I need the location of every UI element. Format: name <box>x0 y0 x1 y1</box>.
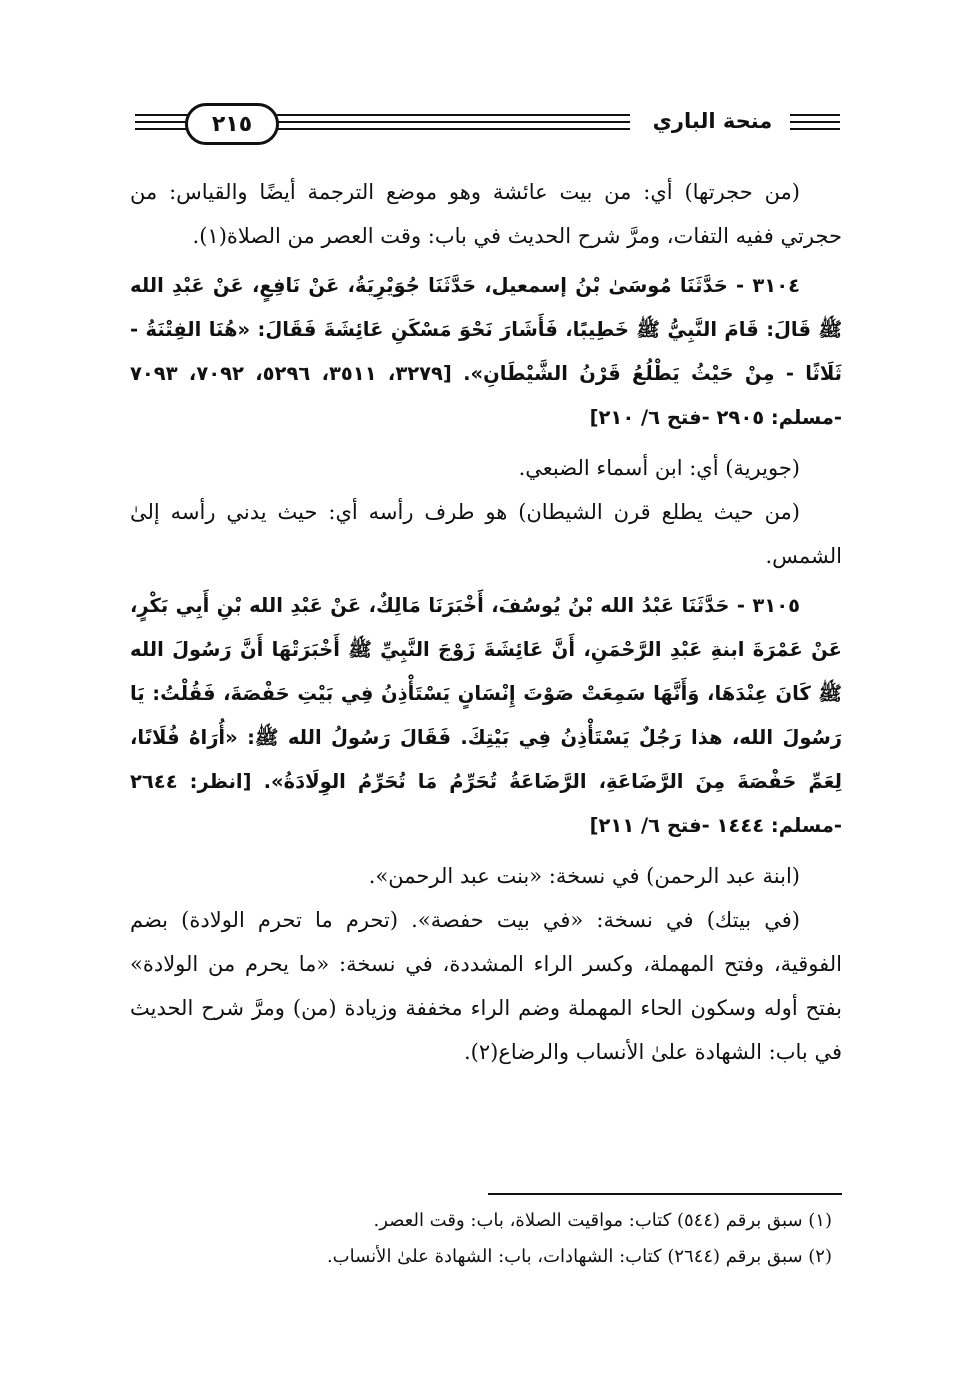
page-number-badge <box>185 103 279 145</box>
header-rule <box>135 121 190 123</box>
commentary-paragraph: (جويرية) أي: ابن أسماء الضبعي. <box>518 456 800 480</box>
header-rule <box>265 128 630 130</box>
commentary-paragraph: (من حيث يطلع قرن الشيطان) هو طرف رأسه أي: حيث يدني رأسه إلىٰ الشمس. <box>130 500 842 568</box>
hadith-paragraph: ٣١٠٥ - حَدَّثَنَا عَبْدُ الله بْنُ يُوسُفَ، أَخْبَرَنَا مَالِكٌ، عَنْ عَبْدِ الله بْنِ أَبِي بَكْرٍ، عَنْ عَمْرَةَ ابنةِ عَبْدِ الرَّحْمَنِ، أَنَّ عَائِشَةَ زَوْجَ النَّبِيِّ ﷺ أَخْبَرَتْهَا أَنَّ رَسُولَ الله ﷺ كَانَ عِنْدَهَا، وَأَنَّهَا سَمِعَتْ صَوْتَ إِنْسَانٍ يَسْتَأْذِنُ فِي بَيْتِ حَفْصَةَ، فَقُلْتُ: يَا رَسُولَ الله، هذا رَجُلٌ يَسْتَأْذِنُ فِي بَيْتِكَ. فَقَالَ رَسُولُ الله ﷺ: «أُرَاهُ فُلَانًا، لِعَمِّ حَفْصَةَ مِنَ الرَّضَاعَةِ، الرَّضَاعَةُ تُحَرِّمُ مَا تُحَرِّمُ الوِلَادَةُ». [انظر: ٢٦٤٤ -مسلم: ١٤٤٤ -فتح ٦/ ٢١١] <box>130 594 842 837</box>
commentary-paragraph: (في بيتك) في نسخة: «في بيت حفصة». (تحرم ما تحرم الولادة) بضم الفوقية، وفتح المهملة، وكسر الراء المشددة، في نسخة: «ما يحرم من الولادة» بفتح أوله وسكون الحاء المهملة وضم الراء مخففة وزيادة (من) ومرَّ شرح الحديث في باب: الشهادة علىٰ الأنساب والرضاع(٢). <box>130 908 842 1064</box>
header-rule <box>790 114 840 116</box>
page-body <box>130 170 842 1074</box>
book-title: منحة الباري <box>652 109 773 133</box>
page-number: ٢١٥ <box>211 111 253 137</box>
page-header <box>135 100 840 146</box>
footnote: (٢) سبق برقم (٢٦٤٤) كتاب: الشهادات، باب: الشهادة علىٰ الأنساب. <box>326 1246 832 1267</box>
footnotes <box>130 1203 842 1275</box>
hadith-paragraph: ٣١٠٤ - حَدَّثَنَا مُوسَىٰ بْنُ إسمعيل، حَدَّثَنَا جُوَيْرِيَةُ، عَنْ نَافِعٍ، عَنْ عَبْدِ الله ﷺ قَالَ: قَامَ النَّبِيُّ ﷺ خَطِيبًا، فَأَشَارَ نَحْوَ مَسْكَنِ عَائِشَةَ فَقَالَ: «هُنَا الفِتْنَةُ - ثَلَاثًا - مِنْ حَيْثُ يَطْلُعُ قَرْنُ الشَّيْطَانِ». [٣٢٧٩، ٣٥١١، ٥٢٩٦، ٧٠٩٢، ٧٠٩٣ -مسلم: ٢٩٠٥ -فتح ٦/ ٢١٠] <box>130 274 843 429</box>
commentary-paragraph: (ابنة عبد الرحمن) في نسخة: «بنت عبد الرحمن». <box>368 864 800 888</box>
commentary-paragraph: (من حجرتها) أي: من بيت عائشة وهو موضع الترجمة أيضًا والقياس: من حجرتي ففيه التفات، ومرَّ شرح الحديث في باب: وقت العصر من الصلاة(١). <box>130 180 842 248</box>
header-rule <box>135 128 190 130</box>
footnote-separator <box>488 1193 842 1195</box>
header-rule <box>265 121 630 123</box>
header-rule <box>790 128 840 130</box>
header-rule <box>790 121 840 123</box>
header-rule <box>135 114 190 116</box>
footnote: (١) سبق برقم (٥٤٤) كتاب: مواقيت الصلاة، باب: وقت العصر. <box>373 1210 832 1231</box>
header-rule <box>265 114 630 116</box>
